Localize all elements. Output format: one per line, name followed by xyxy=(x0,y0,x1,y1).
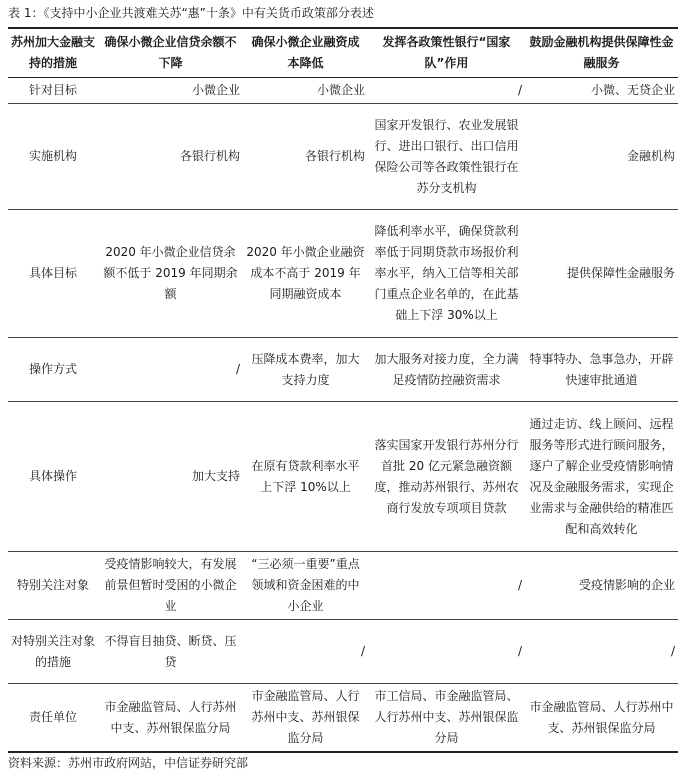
table-cell: 市金融监管局、人行苏州中支、苏州银保监分局 xyxy=(98,684,243,753)
table-cell: / xyxy=(368,620,525,684)
table-cell: 压降成本费率，加大支持力度 xyxy=(243,338,368,402)
table-row xyxy=(8,78,678,104)
table-row xyxy=(8,338,678,402)
table-cell: 特事特办、急事急办，开辟快速审批通道 xyxy=(525,338,678,402)
header-row xyxy=(8,28,678,78)
table-cell: 不得盲目抽贷、断贷、压贷 xyxy=(98,620,243,684)
row-label: 责任单位 xyxy=(8,684,98,753)
table-cell: 降低利率水平，确保贷款利率低于同期贷款市场报价利率水平，纳入工信等相关部门重点企业名单的，在此基础上下浮 30%以上 xyxy=(368,210,525,338)
table-cell: 提供保障性金融服务 xyxy=(525,210,678,338)
table-cell: “三必须一重要”重点领域和资金困难的中小企业 xyxy=(243,552,368,620)
row-label: 实施机构 xyxy=(8,104,98,210)
table-cell: 小微企业 xyxy=(243,78,368,104)
table-cell: 通过走访、线上顾问、远程服务等形式进行顾问服务，逐户了解企业受疫情影响情况及金融服务需求，实现企业需求与金融供给的精准匹配和高效转化 xyxy=(525,402,678,552)
row-label: 对特别关注对象的措施 xyxy=(8,620,98,684)
table-cell: 2020 年小微企业信贷余额不低于 2019 年同期余额 xyxy=(98,210,243,338)
column-header-policy-banks: 发挥各政策性银行“国家队”作用 xyxy=(368,28,525,78)
table-cell: 受疫情影响较大，有发展前景但暂时受困的小微企业 xyxy=(98,552,243,620)
table-row xyxy=(8,620,678,684)
table-cell: 小微、无贷企业 xyxy=(525,78,678,104)
table-row xyxy=(8,684,678,753)
table-cell: / xyxy=(243,620,368,684)
table-row xyxy=(8,552,678,620)
table-caption: 表 1：《支持中小企业共渡难关苏“惠”十条》中有关货币政策部分表述 xyxy=(8,6,374,20)
table-cell: 各银行机构 xyxy=(243,104,368,210)
source-note: 资料来源：苏州市政府网站，中信证券研究部 xyxy=(8,756,249,770)
table-cell: 各银行机构 xyxy=(98,104,243,210)
table-cell: 落实国家开发银行苏州分行首批 20 亿元紧急融资额度，推动苏州银行、苏州农商行发放专项项目贷款 xyxy=(368,402,525,552)
table-cell: / xyxy=(368,78,525,104)
table-cell: / xyxy=(368,552,525,620)
table-cell: 2020 年小微企业融资成本不高于 2019 年同期融资成本 xyxy=(243,210,368,338)
table-cell: 在原有贷款利率水平上下浮 10%以上 xyxy=(243,402,368,552)
policy-table-container xyxy=(8,27,678,753)
table-row xyxy=(8,210,678,338)
table-cell: 加大支持 xyxy=(98,402,243,552)
row-label: 具体目标 xyxy=(8,210,98,338)
column-header-credit-balance: 确保小微企业信贷余额不下降 xyxy=(98,28,243,78)
table-cell: / xyxy=(98,338,243,402)
column-header-financing-cost: 确保小微企业融资成本降低 xyxy=(243,28,368,78)
row-label: 针对目标 xyxy=(8,78,98,104)
table-cell: 市金融监管局、人行苏州中支、苏州银保监分局 xyxy=(243,684,368,753)
row-label: 特别关注对象 xyxy=(8,552,98,620)
table-cell: 金融机构 xyxy=(525,104,678,210)
column-header-measures: 苏州加大金融支持的措施 xyxy=(8,28,98,78)
column-header-guarantee-services: 鼓励金融机构提供保障性金融服务 xyxy=(525,28,678,78)
row-label: 操作方式 xyxy=(8,338,98,402)
table-cell: 市工信局、市金融监管局、人行苏州中支、苏州银保监分局 xyxy=(368,684,525,753)
table-row xyxy=(8,402,678,552)
table-row xyxy=(8,104,678,210)
table-cell: 小微企业 xyxy=(98,78,243,104)
table-cell: / xyxy=(525,620,678,684)
table-cell: 加大服务对接力度，全力满足疫情防控融资需求 xyxy=(368,338,525,402)
table-cell: 受疫情影响的企业 xyxy=(525,552,678,620)
table-cell: 市金融监管局、人行苏州中支、苏州银保监分局 xyxy=(525,684,678,753)
table-cell: 国家开发银行、农业发展银行、进出口银行、出口信用保险公司等各政策性银行在苏分支机构 xyxy=(368,104,525,210)
row-label: 具体操作 xyxy=(8,402,98,552)
policy-table xyxy=(8,27,678,753)
